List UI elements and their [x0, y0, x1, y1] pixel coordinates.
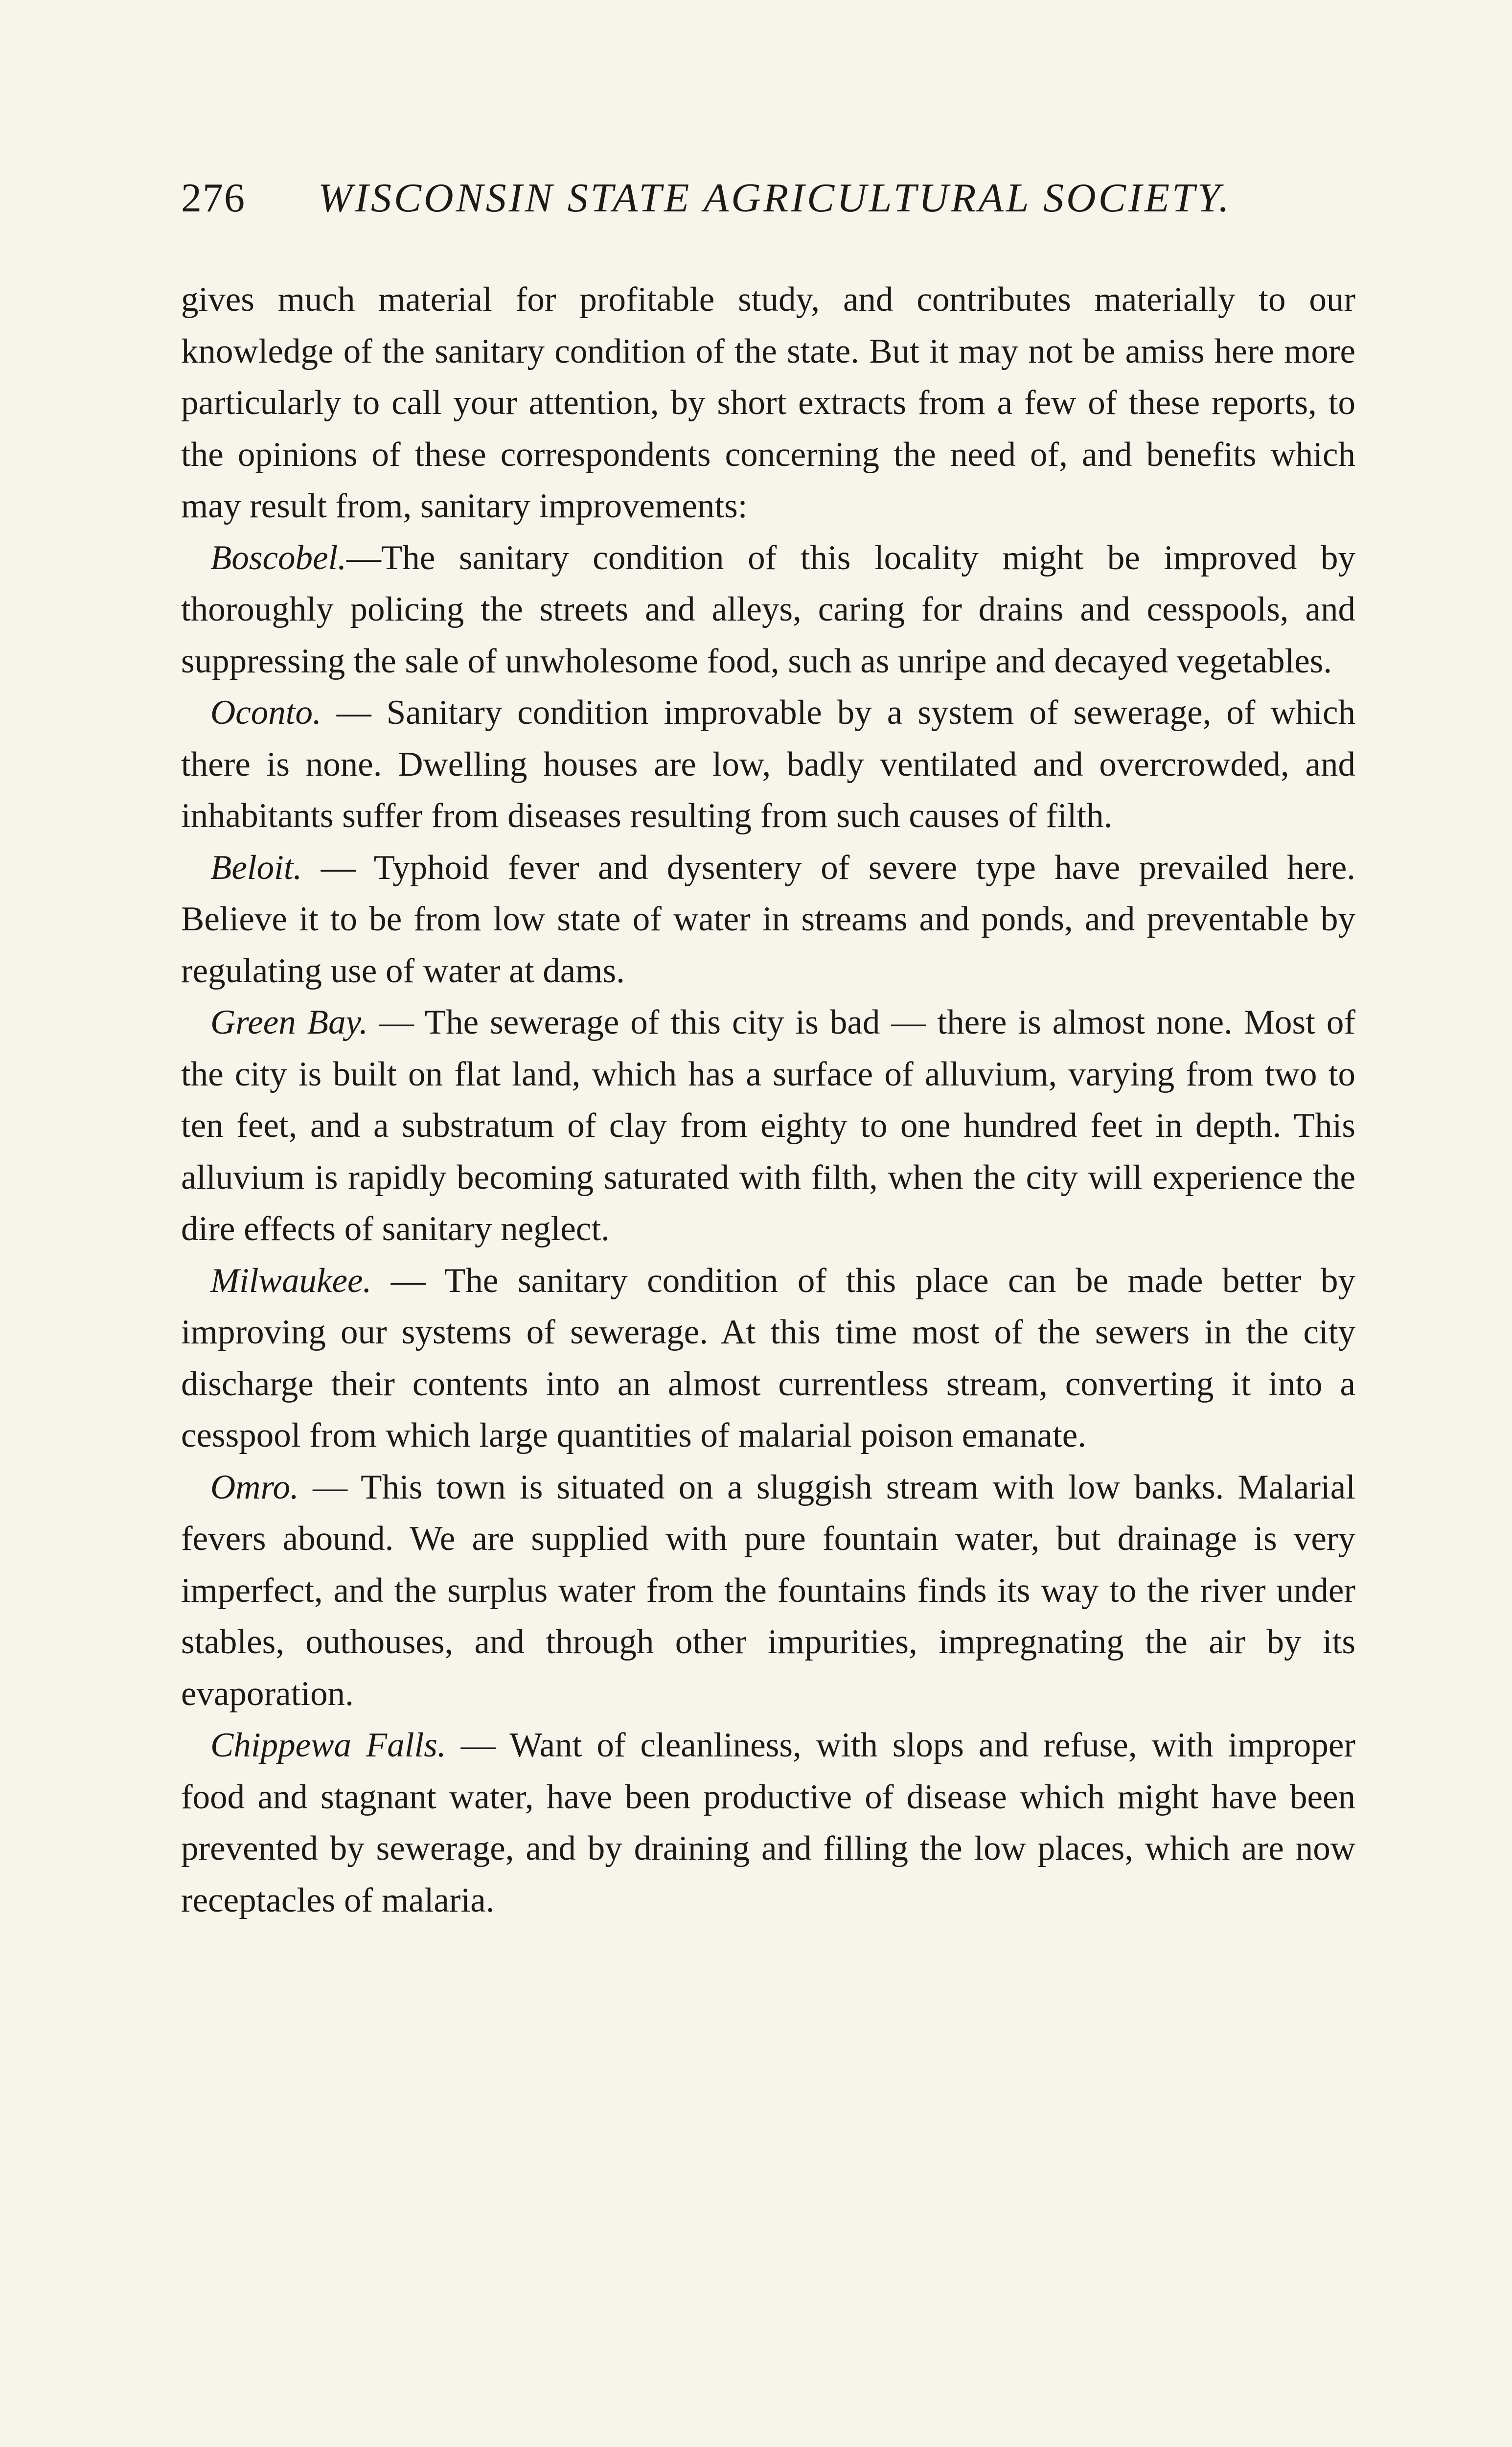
- book-page: [181, 171, 1355, 1926]
- report-paragraph-milwaukee: [181, 1255, 1355, 1462]
- report-paragraph-boscobel: [181, 532, 1355, 688]
- em-dash: —: [371, 1261, 445, 1300]
- report-text: Want of cleanliness, with slops and refuse, with improper food and stagnant water, have been productive of disease which might have been prevented by sewerage, and by draining and filling the low places, which are now receptacles of malaria.: [181, 1726, 1356, 1919]
- report-paragraph-chippewa-falls: [181, 1720, 1355, 1926]
- place-name: Omro.: [210, 1468, 299, 1506]
- running-title: WISCONSIN STATE AGRICULTURAL SOCIETY.: [318, 175, 1232, 221]
- report-text: Typhoid fever and dysentery of severe type have prevailed here. Believe it to be from low state of water in streams and ponds, and preventable by regulating use of water at dams.: [181, 848, 1355, 990]
- report-text: The sanitary condition of this place can be made better by improving our systems of sewerage. At this time most of the sewers in the city discharge their contents into an almost currentless stream, converting it into a cesspool from which large quantities of malarial poison emanate.: [181, 1261, 1356, 1454]
- report-text: This town is situated on a sluggish stream with low banks. Malarial fevers abound. We are supplied with pure fountain water, but drainage is very imperfect, and the surplus water from the fountains finds its way to the river under stables, outhouses, and through other impurities, impregnating the air by its evaporation.: [181, 1468, 1355, 1713]
- place-name: Boscobel.: [210, 538, 347, 577]
- body-text: [181, 274, 1355, 1926]
- report-text: The sanitary condition of this locality might be improved by thoroughly policing the streets and alleys, caring for drains and cesspools, and suppressing the sale of unwholesome food, such as unripe and decayed vegetables.: [181, 538, 1355, 680]
- em-dash: —: [321, 693, 387, 732]
- em-dash: —: [302, 848, 374, 887]
- place-name: Beloit.: [210, 848, 302, 887]
- page-number: 276: [181, 175, 246, 221]
- place-name: Oconto.: [210, 693, 321, 732]
- place-name: Green Bay.: [210, 1003, 368, 1041]
- em-dash: —: [368, 1003, 425, 1041]
- em-dash: —: [298, 1468, 361, 1506]
- place-name: Chippewa Falls.: [210, 1726, 446, 1764]
- report-paragraph-green-bay: [181, 997, 1355, 1255]
- place-name: Milwaukee.: [210, 1261, 372, 1300]
- intro-paragraph: gives much material for profitable study, and contributes materially to our knowledge of the sanitary condition of the state. But it may not be amiss here more particularly to call your attention, by short extracts from a few of these reports, to the opinions of these correspondents concerning the need of, and benefits which may result from, sanitary improvements:: [181, 280, 1355, 525]
- report-text: The sewerage of this city is bad — there is almost none. Most of the city is built on flat land, which has a surface of alluvium, varying from two to ten feet, and a substratum of clay from eighty to one hundred feet in depth. This alluvium is rapidly becoming saturated with filth, when the city will experience the dire effects of sanitary neglect.: [181, 1003, 1355, 1248]
- report-text: Sanitary condition improvable by a system of sewerage, of which there is none. Dwelling houses are low, badly ventilated and overcrowded, and inhabitants suffer from diseases resulting from such causes of filth.: [181, 693, 1356, 835]
- em-dash: —: [446, 1726, 510, 1764]
- report-paragraph-oconto: [181, 687, 1355, 842]
- report-paragraph-beloit: [181, 842, 1355, 997]
- running-head: [181, 171, 1355, 225]
- report-paragraph-omro: [181, 1462, 1355, 1720]
- em-dash: —: [346, 538, 382, 577]
